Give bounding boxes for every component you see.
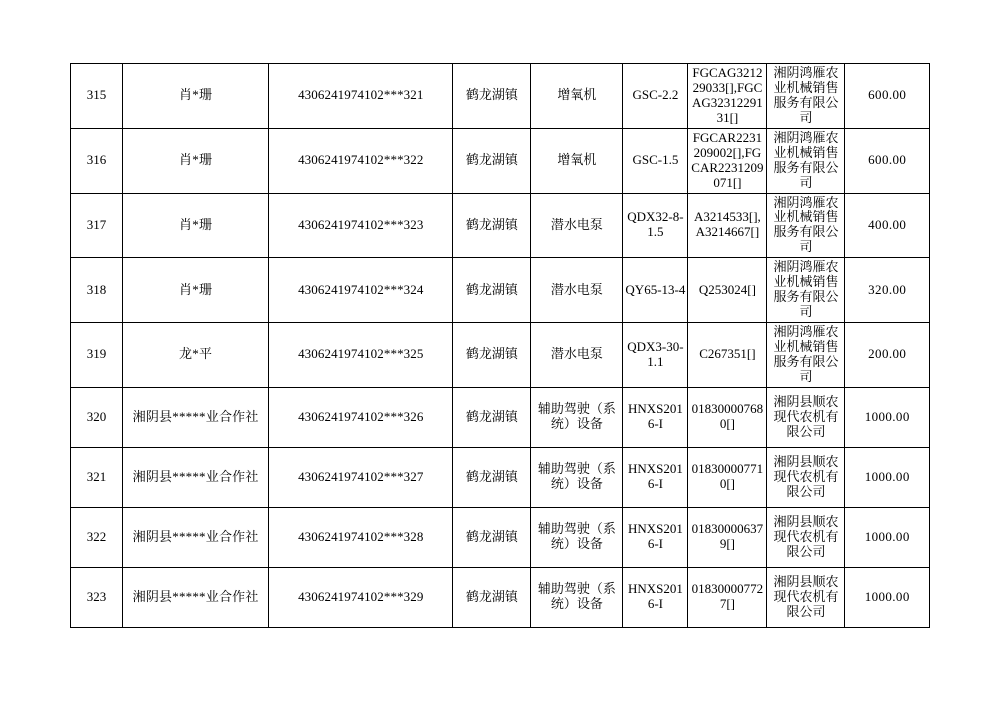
cell-seller: 湘阴鸿雁农业机械销售服务有限公司 — [767, 323, 845, 388]
cell-index: 316 — [71, 128, 123, 193]
cell-id: 4306241974102***325 — [269, 323, 453, 388]
cell-town: 鹤龙湖镇 — [453, 507, 531, 567]
table-row — [71, 64, 930, 129]
cell-name: 肖*珊 — [122, 64, 268, 129]
cell-id: 4306241974102***323 — [269, 193, 453, 258]
cell-code: C267351[] — [688, 323, 767, 388]
cell-amount: 600.00 — [845, 64, 930, 129]
cell-index: 321 — [71, 447, 123, 507]
table-row — [71, 258, 930, 323]
cell-name: 肖*珊 — [122, 193, 268, 258]
cell-amount: 1000.00 — [845, 567, 930, 627]
cell-seller: 湘阴鸿雁农业机械销售服务有限公司 — [767, 193, 845, 258]
cell-name: 湘阴县*****业合作社 — [122, 507, 268, 567]
table-row — [71, 507, 930, 567]
table-row — [71, 193, 930, 258]
cell-id: 4306241974102***324 — [269, 258, 453, 323]
table-row — [71, 387, 930, 447]
subsidy-table — [70, 63, 930, 628]
cell-amount: 1000.00 — [845, 507, 930, 567]
cell-seller: 湘阴县顺农现代农机有限公司 — [767, 567, 845, 627]
cell-amount: 1000.00 — [845, 447, 930, 507]
cell-name: 湘阴县*****业合作社 — [122, 387, 268, 447]
cell-code: Q253024[] — [688, 258, 767, 323]
cell-model: QDX32-8-1.5 — [623, 193, 688, 258]
cell-model: HNXS2016-I — [623, 387, 688, 447]
cell-index: 315 — [71, 64, 123, 129]
cell-id: 4306241974102***322 — [269, 128, 453, 193]
cell-index: 317 — [71, 193, 123, 258]
cell-town: 鹤龙湖镇 — [453, 193, 531, 258]
cell-model: GSC-1.5 — [623, 128, 688, 193]
cell-id: 4306241974102***321 — [269, 64, 453, 129]
cell-town: 鹤龙湖镇 — [453, 567, 531, 627]
cell-index: 318 — [71, 258, 123, 323]
subsidy-table-container — [70, 63, 930, 628]
cell-id: 4306241974102***329 — [269, 567, 453, 627]
cell-code: 018300007710[] — [688, 447, 767, 507]
table-row — [71, 323, 930, 388]
cell-machine-type: 潜水电泵 — [531, 258, 623, 323]
cell-name: 肖*珊 — [122, 128, 268, 193]
cell-town: 鹤龙湖镇 — [453, 323, 531, 388]
cell-town: 鹤龙湖镇 — [453, 258, 531, 323]
cell-town: 鹤龙湖镇 — [453, 128, 531, 193]
cell-seller: 湘阴县顺农现代农机有限公司 — [767, 507, 845, 567]
cell-amount: 400.00 — [845, 193, 930, 258]
cell-amount: 1000.00 — [845, 387, 930, 447]
cell-seller: 湘阴县顺农现代农机有限公司 — [767, 447, 845, 507]
cell-id: 4306241974102***326 — [269, 387, 453, 447]
cell-code: FGCAG321229033[],FGCAG3231229131[] — [688, 64, 767, 129]
cell-model: GSC-2.2 — [623, 64, 688, 129]
cell-model: HNXS2016-I — [623, 507, 688, 567]
table-body — [71, 64, 930, 628]
cell-machine-type: 增氧机 — [531, 64, 623, 129]
cell-model: QY65-13-4 — [623, 258, 688, 323]
cell-index: 322 — [71, 507, 123, 567]
cell-code: A3214533[],A3214667[] — [688, 193, 767, 258]
cell-id: 4306241974102***328 — [269, 507, 453, 567]
cell-machine-type: 辅助驾驶（系统）设备 — [531, 387, 623, 447]
table-row — [71, 567, 930, 627]
cell-model: HNXS2016-I — [623, 567, 688, 627]
cell-machine-type: 潜水电泵 — [531, 193, 623, 258]
cell-code: 018300007727[] — [688, 567, 767, 627]
table-row — [71, 128, 930, 193]
cell-machine-type: 辅助驾驶（系统）设备 — [531, 507, 623, 567]
cell-amount: 320.00 — [845, 258, 930, 323]
cell-town: 鹤龙湖镇 — [453, 447, 531, 507]
cell-name: 肖*珊 — [122, 258, 268, 323]
cell-town: 鹤龙湖镇 — [453, 387, 531, 447]
cell-code: 018300006379[] — [688, 507, 767, 567]
cell-index: 320 — [71, 387, 123, 447]
cell-seller: 湘阴鸿雁农业机械销售服务有限公司 — [767, 128, 845, 193]
cell-machine-type: 增氧机 — [531, 128, 623, 193]
cell-id: 4306241974102***327 — [269, 447, 453, 507]
cell-index: 323 — [71, 567, 123, 627]
cell-town: 鹤龙湖镇 — [453, 64, 531, 129]
cell-seller: 湘阴鸿雁农业机械销售服务有限公司 — [767, 64, 845, 129]
cell-model: QDX3-30-1.1 — [623, 323, 688, 388]
cell-code: 018300007680[] — [688, 387, 767, 447]
cell-code: FGCAR2231209002[],FGCAR2231209071[] — [688, 128, 767, 193]
cell-machine-type: 潜水电泵 — [531, 323, 623, 388]
table-row — [71, 447, 930, 507]
cell-amount: 200.00 — [845, 323, 930, 388]
cell-model: HNXS2016-I — [623, 447, 688, 507]
cell-name: 龙*平 — [122, 323, 268, 388]
cell-amount: 600.00 — [845, 128, 930, 193]
cell-seller: 湘阴鸿雁农业机械销售服务有限公司 — [767, 258, 845, 323]
cell-index: 319 — [71, 323, 123, 388]
cell-name: 湘阴县*****业合作社 — [122, 567, 268, 627]
cell-name: 湘阴县*****业合作社 — [122, 447, 268, 507]
cell-machine-type: 辅助驾驶（系统）设备 — [531, 447, 623, 507]
cell-machine-type: 辅助驾驶（系统）设备 — [531, 567, 623, 627]
cell-seller: 湘阴县顺农现代农机有限公司 — [767, 387, 845, 447]
